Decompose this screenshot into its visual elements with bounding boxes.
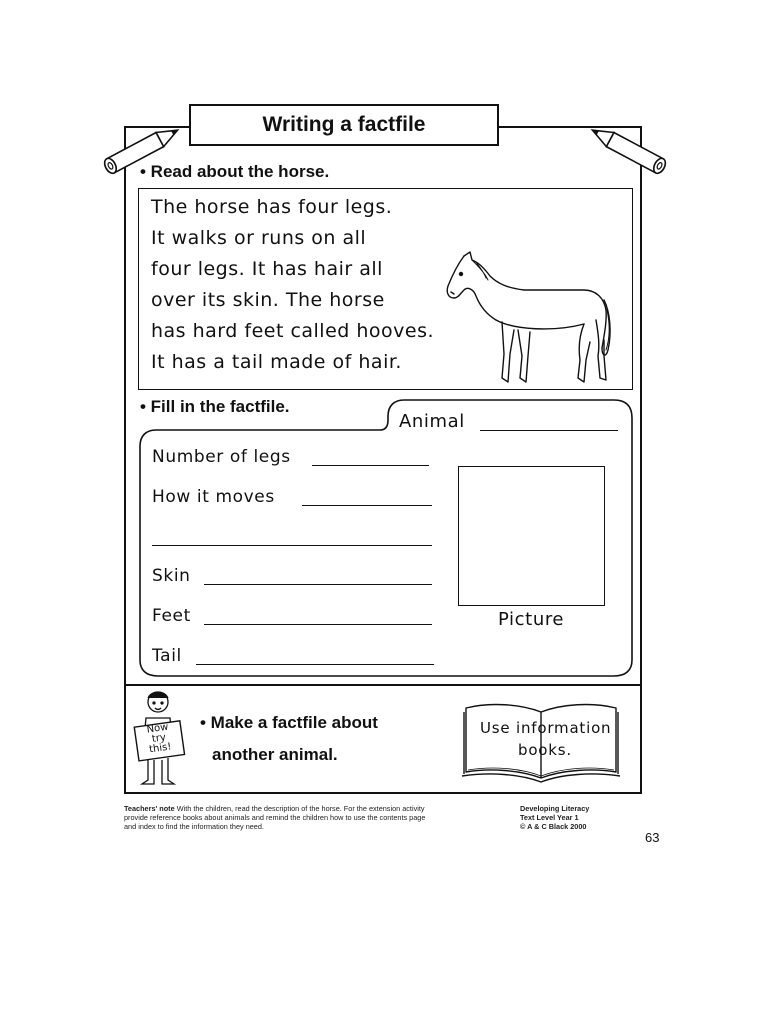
teachers-note-text: With the children, read the description of the horse. For the extension activity [176,804,425,813]
reading-line: It has a tail made of hair. [151,351,402,373]
sign-word: this! [148,741,173,756]
moves-label: How it moves [152,487,275,507]
reading-line: The horse has four legs. [151,196,393,218]
credit-line: Text Level Year 1 [520,813,579,822]
page-number: 63 [645,830,660,845]
reading-line: over its skin. The horse [151,289,385,311]
teachers-note-text: provide reference books about animals and remind the children how to use the contents page [124,813,426,822]
reading-line: It walks or runs on all [151,227,367,249]
skin-answer-line[interactable] [204,584,432,585]
section-divider [124,684,642,686]
try-task-line-1: • Make a factfile about [200,713,378,732]
book-text-line-1: Use information [480,719,612,737]
animal-label: Animal [399,411,465,432]
teachers-note-label: Teachers' note [124,804,175,813]
publisher-credit [520,804,589,831]
tail-answer-line[interactable] [196,664,434,665]
legs-label: Number of legs [152,447,291,467]
credit-line: Developing Literacy [520,804,590,813]
teachers-note-text: and index to find the information they need. [124,822,264,831]
tail-label: Tail [152,646,182,666]
moves-answer-line[interactable] [302,505,432,506]
teachers-note [124,804,504,831]
reading-line: four legs. It has hair all [151,258,383,280]
horse-illustration [444,250,614,390]
feet-answer-line[interactable] [204,624,432,625]
credit-line: © A & C Black 2000 [520,822,587,831]
book-text-line-2: books. [518,741,572,759]
try-task-line-2: another animal. [212,745,338,764]
sign-word: Now [145,721,170,736]
picture-box[interactable] [458,466,605,606]
reading-line: has hard feet called hooves. [151,320,435,342]
page-title: Writing a factfile [189,104,499,146]
pencil-right-icon [578,118,674,178]
feet-label: Feet [152,606,191,626]
skin-label: Skin [152,566,191,586]
read-heading: • Read about the horse. [140,162,330,181]
legs-answer-line[interactable] [312,465,429,466]
now-try-this-sign [135,721,183,757]
animal-answer-line[interactable] [480,430,618,431]
picture-label: Picture [498,609,565,630]
moves-answer-line-2[interactable] [152,545,432,546]
sign-word: try [151,732,167,745]
fill-heading: • Fill in the factfile. [140,397,290,416]
